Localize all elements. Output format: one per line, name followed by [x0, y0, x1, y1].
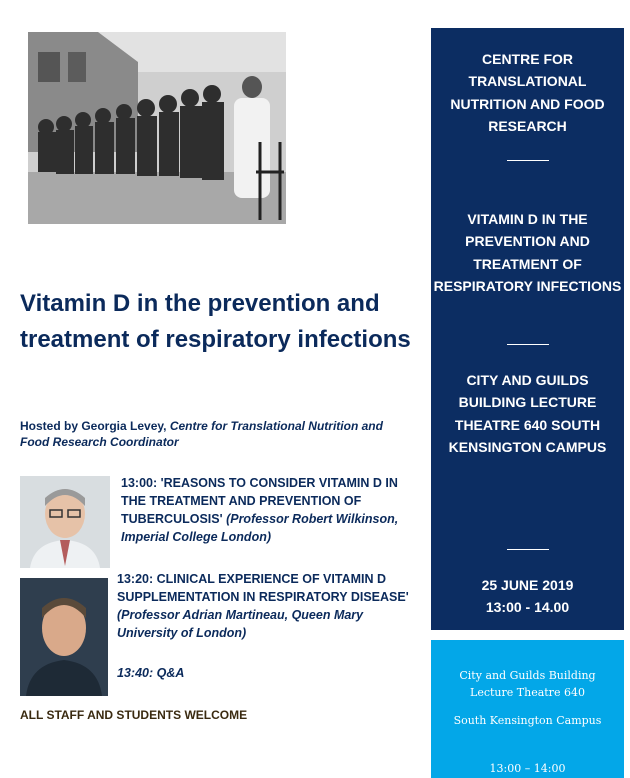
- welcome-note: ALL STAFF AND STUDENTS WELCOME: [20, 708, 248, 722]
- host-line: [20, 418, 400, 450]
- sidebar-centre-name: CENTRE FOR TRANSLATIONAL NUTRITION AND FOOD RESEARCH: [450, 51, 605, 135]
- sidebar-event-title: VITAMIN D IN THE PREVENTION AND TREATMENT OF RESPIRATORY INFECTIONS: [433, 211, 622, 295]
- info-box: [431, 640, 624, 778]
- sidebar-venue: CITY AND GUILDS BUILDING LECTURE THEATRE 640 SOUTH KENSINGTON CAMPUS: [448, 372, 607, 456]
- sidebar-divider: [507, 160, 549, 161]
- sidebar-panel: [431, 28, 624, 630]
- sidebar-date: 25 JUNE 2019: [481, 577, 574, 593]
- qa-session: 13:40: Q&A: [117, 666, 185, 680]
- info-time: 13:00 – 14:00: [489, 762, 566, 775]
- sidebar-divider: [507, 344, 549, 345]
- info-campus: South Kensington Campus: [453, 714, 602, 727]
- page-title: Vitamin D in the prevention and treatment of respiratory infections: [20, 290, 411, 353]
- talk-1-speaker: (Professor Robert Wilkinson, Imperial College London): [121, 512, 399, 544]
- talk-2-speaker: (Professor Adrian Martineau, Queen Mary University of London): [117, 608, 364, 640]
- info-building: City and Guilds Building: [459, 669, 596, 682]
- talk-1: [121, 474, 411, 546]
- info-theatre: Lecture Theatre 640: [470, 686, 585, 699]
- sidebar-time: 13:00 - 14.00: [485, 599, 570, 615]
- talk-2-title: 13:20: CLINICAL EXPERIENCE OF VITAMIN D SUPPLEMENTATION IN RESPIRATORY DISEASE': [117, 572, 409, 604]
- talk-2: [117, 570, 411, 642]
- host-name: Hosted by Georgia Levey,: [20, 419, 170, 433]
- historic-photo: [28, 32, 286, 224]
- host-role: Centre for Translational Nutrition and Food Research Coordinator: [20, 419, 383, 449]
- speaker-photo-wilkinson: [20, 476, 110, 568]
- talk-1-title: 13:00: 'REASONS TO CONSIDER VITAMIN D IN THE TREATMENT AND PREVENTION OF TUBERCULOSIS': [121, 476, 398, 526]
- speaker-photo-martineau: [20, 578, 108, 696]
- sidebar-divider: [507, 549, 549, 550]
